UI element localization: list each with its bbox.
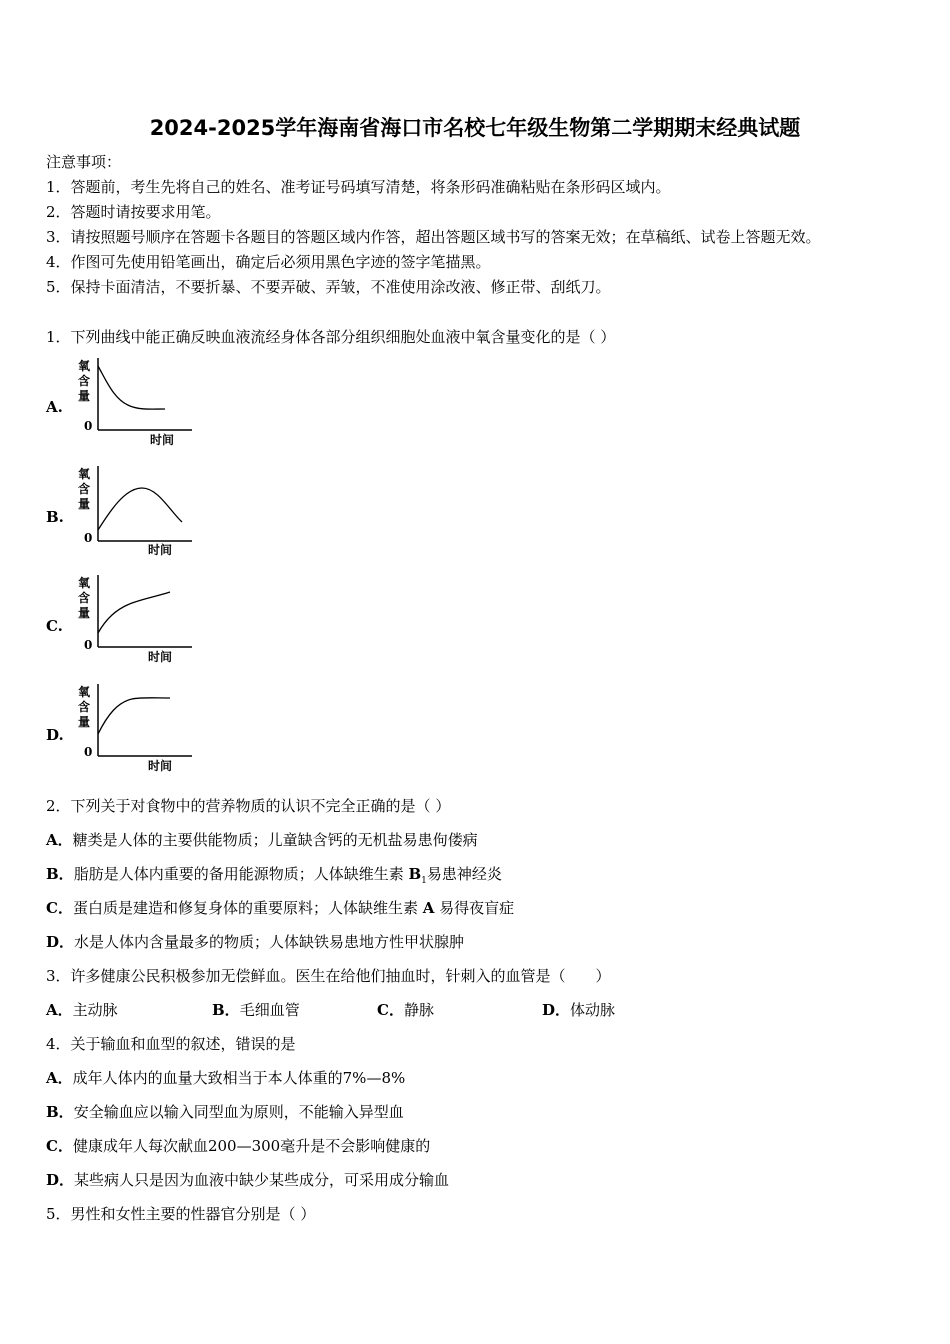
- notice-item: 5．保持卡面清洁，不要折暴、不要弄破、弄皱，不准使用涂改液、修正带、刮纸刀。: [46, 278, 611, 296]
- vitamin-letter: B: [408, 865, 422, 883]
- q2-option-d[interactable]: [46, 932, 464, 952]
- option-label: D．: [46, 933, 75, 951]
- q3-option-a[interactable]: [46, 1000, 118, 1020]
- q1-option-d-graph: [70, 684, 200, 774]
- graph-origin: 0: [84, 745, 93, 759]
- q1-graph-d-svg: [70, 684, 200, 774]
- q1-option-c-label[interactable]: C.: [46, 617, 63, 635]
- option-label: B．: [212, 1001, 240, 1019]
- graph-xlabel: 时间: [148, 759, 173, 773]
- graph-ylabel-char: 氧: [78, 685, 91, 699]
- question-1-stem: 1．下列曲线中能正确反映血液流经身体各部分组织细胞处血液中氧含量变化的是（ ）: [46, 328, 616, 346]
- q1-option-c-graph: [70, 575, 200, 665]
- graph-ylabel-char: 量: [78, 389, 91, 403]
- q2-option-b[interactable]: [46, 864, 502, 891]
- q1-option-b-graph: [70, 466, 200, 556]
- option-text: 毛细血管: [239, 1001, 300, 1019]
- notice-item: 4．作图可先使用铅笔画出，确定后必须用黑色字迹的签字笔描黑。: [46, 253, 491, 271]
- graph-curve-plateau: [98, 698, 170, 734]
- option-text: 某些病人只是因为血液中缺少某些成分，可采用成分输血: [74, 1171, 450, 1189]
- q1-option-a-graph: [70, 358, 200, 448]
- q4-option-b[interactable]: [46, 1102, 404, 1122]
- option-label: A．: [46, 831, 73, 849]
- graph-ylabel-char: 氧: [78, 467, 91, 481]
- option-label: D．: [46, 1171, 75, 1189]
- option-text: 脂肪是人体内重要的备用能源物质；人体缺维生素: [73, 865, 404, 883]
- question-2-stem: 2．下列关于对食物中的营养物质的认识不完全正确的是（ ）: [46, 797, 451, 815]
- option-label: C．: [46, 899, 73, 917]
- q3-option-b[interactable]: [212, 1000, 300, 1020]
- q3-option-c[interactable]: [377, 1000, 434, 1020]
- option-label: C．: [46, 1137, 73, 1155]
- graph-ylabel-char: 量: [78, 606, 91, 620]
- option-text: 安全输血应以输入同型血为原则，不能输入异型血: [73, 1103, 404, 1121]
- question-3-stem: 3．许多健康公民积极参加无偿鲜血。医生在给他们抽血时，针刺入的血管是（ ）: [46, 967, 611, 985]
- graph-ylabel-char: 含: [78, 700, 91, 714]
- q2-option-a[interactable]: [46, 830, 478, 850]
- option-label: A．: [46, 1069, 73, 1087]
- q1-graph-a-svg: [70, 358, 200, 448]
- option-label: B．: [46, 865, 74, 883]
- q1-option-b-label[interactable]: B.: [46, 508, 64, 526]
- graph-curve-rise-fall: [98, 488, 182, 530]
- question-4-stem: 4．关于输血和血型的叙述，错误的是: [46, 1035, 296, 1053]
- graph-ylabel-char: 量: [78, 715, 91, 729]
- graph-origin: 0: [84, 531, 93, 545]
- option-text: 易患神经炎: [426, 865, 502, 883]
- option-label: A．: [46, 1001, 73, 1019]
- vitamin-subscript: 1: [421, 876, 427, 886]
- option-text: 成年人体内的血量大致相当于本人体重的7%—8%: [72, 1069, 406, 1087]
- graph-curve-decreasing: [98, 366, 165, 409]
- notice-item: 3．请按照题号顺序在答题卡各题目的答题区域内作答，超出答题区域书写的答案无效；在草稿纸、试卷上答题无效。: [46, 228, 821, 246]
- q4-option-c[interactable]: [46, 1136, 430, 1156]
- option-text: 体动脉: [570, 1001, 616, 1019]
- graph-ylabel-char: 氧: [78, 359, 91, 373]
- q3-option-d[interactable]: [542, 1000, 615, 1020]
- option-text: 蛋白质是建造和修复身体的重要原料；人体缺维生素: [72, 899, 418, 917]
- notice-item: 1．答题前，考生先将自己的姓名、准考证号码填写清楚，将条形码准确粘贴在条形码区域内。: [46, 178, 671, 196]
- graph-origin: 0: [84, 638, 93, 652]
- graph-curve-increasing: [98, 592, 170, 633]
- option-label: C．: [377, 1001, 404, 1019]
- q1-graph-c-svg: [70, 575, 200, 665]
- vitamin-letter: A: [422, 899, 435, 917]
- graph-xlabel: 时间: [148, 543, 173, 557]
- q1-option-d-label[interactable]: D.: [46, 726, 64, 744]
- option-text: 主动脉: [72, 1001, 118, 1019]
- option-label: D．: [542, 1001, 571, 1019]
- notice-item: 2．答题时请按要求用笔。: [46, 203, 221, 221]
- option-text: 静脉: [403, 1001, 434, 1019]
- q2-option-c[interactable]: [46, 898, 514, 918]
- graph-ylabel-char: 氧: [78, 576, 91, 590]
- option-text: 易得夜盲症: [439, 899, 515, 917]
- graph-xlabel: 时间: [150, 433, 175, 447]
- graph-xlabel: 时间: [148, 650, 173, 664]
- graph-ylabel-char: 含: [78, 374, 91, 388]
- question-5-stem: 5．男性和女性主要的性器官分别是（ ）: [46, 1205, 316, 1223]
- graph-ylabel-char: 量: [78, 497, 91, 511]
- option-label: B．: [46, 1103, 74, 1121]
- notice-heading: 注意事项：: [46, 153, 122, 171]
- q4-option-d[interactable]: [46, 1170, 449, 1190]
- graph-ylabel-char: 含: [78, 591, 91, 605]
- option-text: 水是人体内含量最多的物质；人体缺铁易患地方性甲状腺肿: [74, 933, 465, 951]
- q1-graph-b-svg: [70, 466, 200, 556]
- q1-option-a-label[interactable]: A.: [46, 398, 63, 416]
- graph-origin: 0: [84, 419, 93, 433]
- page-title: 2024-2025学年海南省海口市名校七年级生物第二学期期末经典试题: [149, 116, 801, 140]
- graph-ylabel-char: 含: [78, 482, 91, 496]
- option-text: 糖类是人体的主要供能物质；儿童缺含钙的无机盐易患佝偻病: [72, 831, 478, 849]
- q4-option-a[interactable]: [46, 1068, 405, 1088]
- option-text: 健康成年人每次献血200—300毫升是不会影响健康的: [72, 1137, 431, 1155]
